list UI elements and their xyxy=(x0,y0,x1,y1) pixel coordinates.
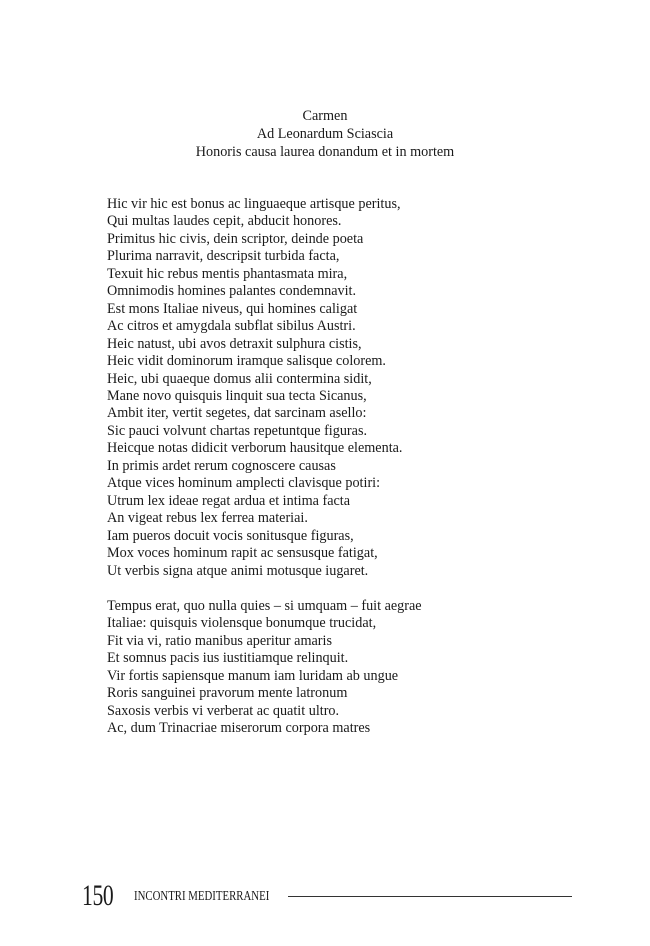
poem-line: Heic natust, ubi avos detraxit sulphura cistis, xyxy=(107,335,362,352)
poem-line: Ut verbis signa atque animi motusque iugaret. xyxy=(107,562,369,579)
poem-occasion: Honoris causa laurea donandum et in mortem xyxy=(195,144,455,160)
poem-line: Mox voces hominum rapit ac sensusque fatigat, xyxy=(107,545,378,562)
poem-line: Saxosis verbis vi verberat ac quatit ultro. xyxy=(107,702,340,719)
poem-line: Iam pueros docuit vocis sonitusque figuras, xyxy=(107,527,354,544)
page-footer xyxy=(82,878,572,914)
poem-line: Vir fortis sapiensque manum iam luridam ab ungue xyxy=(107,667,399,684)
poem-line: Qui multas laudes cepit, abducit honores. xyxy=(107,213,342,230)
poem-line: Heicque notas didicit verborum hausitque elementa. xyxy=(107,440,403,457)
page-number: 150 xyxy=(82,879,114,912)
footer-rule xyxy=(288,896,572,897)
poem-line: Italiae: quisquis violensque bonumque trucidat, xyxy=(107,615,377,632)
poem-line: Hic vir hic est bonus ac linguaeque artisque peritus, xyxy=(107,196,401,212)
poem-line: Utrum lex ideae regat ardua et intima facta xyxy=(107,492,351,509)
poem-body xyxy=(107,196,587,738)
poem-line: Omnimodis homines palantes condemnavit. xyxy=(107,283,357,300)
poem-line: An vigeat rebus lex ferrea materiai. xyxy=(107,510,308,527)
poem-heading xyxy=(0,107,650,161)
poem-line: Plurima narravit, descripsit turbida facta, xyxy=(107,248,340,265)
poem-stanza xyxy=(107,598,587,738)
poem-line: Ac citros et amygdala subflat sibilus Austri. xyxy=(107,318,356,335)
poem-line: Fit via vi, ratio manibus aperitur amaris xyxy=(107,632,332,649)
poem-line: In primis ardet rerum cognoscere causas xyxy=(107,457,336,474)
poem-title: Carmen xyxy=(302,108,348,124)
poem-line: Ambit iter, vertit segetes, dat sarcinam asello: xyxy=(107,405,367,422)
poem-line: Primitus hic civis, dein scriptor, deinde poeta xyxy=(107,230,364,247)
poem-line: Sic pauci volvunt chartas repetuntque figuras. xyxy=(107,422,368,439)
poem-line: Roris sanguinei pravorum mente latronum xyxy=(107,685,348,702)
poem-line: Mane novo quisquis linquit sua tecta Sicanus, xyxy=(107,387,367,404)
poem-dedication: Ad Leonardum Sciascia xyxy=(256,126,394,142)
poem-line: Texuit hic rebus mentis phantasmata mira, xyxy=(107,265,348,282)
poem-line: Atque vices hominum amplecti clavisque potiri: xyxy=(107,475,381,492)
poem-stanza xyxy=(107,196,587,580)
poem-line: Tempus erat, quo nulla quies – si umquam – fuit aegrae xyxy=(107,597,422,614)
poem-line: Heic, ubi quaeque domus alii contermina sidit, xyxy=(107,370,372,387)
poem-line: Ac, dum Trinacriae miserorum corpora matres xyxy=(107,720,371,737)
running-head: INCONTRI MEDITERRANEI xyxy=(134,888,270,903)
poem-line: Et somnus pacis ius iustitiamque relinquit. xyxy=(107,650,349,667)
poem-line: Heic vidit dominorum iramque salisque colorem. xyxy=(107,353,386,370)
poem-line: Est mons Italiae niveus, qui homines caligat xyxy=(107,300,358,317)
